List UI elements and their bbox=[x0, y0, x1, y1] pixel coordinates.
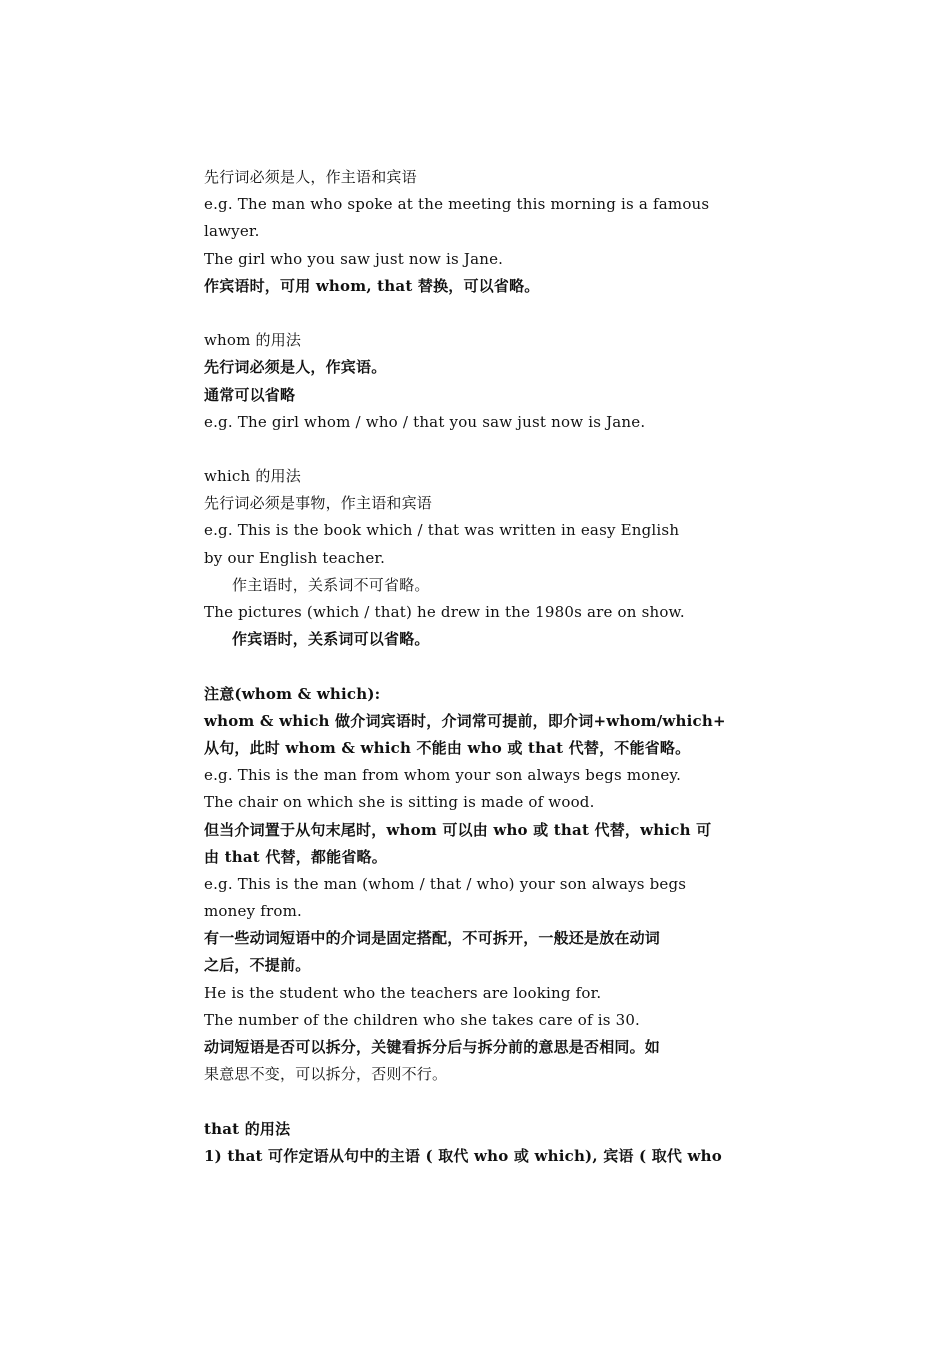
note-example-line-2: The chair on which she is sitting is made of wood. bbox=[204, 793, 595, 812]
whom-heading: whom 的用法 bbox=[204, 331, 302, 350]
note-example-line-3: e.g. This is the man (whom / that / who) your son always begs bbox=[204, 874, 687, 893]
note-split-rule: 动词短语是否可以拆分，关键看拆分后与拆分前的意思是否相同。如 bbox=[204, 1038, 661, 1056]
note-preposition-end-rule: 但当介词置于从句末尾时，whom 可以由 who 或 that 代替，which 可 bbox=[204, 820, 712, 839]
note-rule-line: whom & which 做介词宾语时，介词常可提前，即介词+whom/which+ bbox=[204, 711, 726, 730]
who-example-continuation: lawyer. bbox=[204, 222, 260, 241]
which-heading: which 的用法 bbox=[204, 467, 301, 486]
document-body bbox=[204, 164, 764, 1170]
note-heading: 注意(whom & which): bbox=[204, 684, 381, 703]
whom-example-line: e.g. The girl whom / who / that you saw just now is Jane. bbox=[204, 412, 646, 431]
who-rule-line: 先行词必须是人，作主语和宾语 bbox=[204, 168, 417, 186]
which-example-line: e.g. This is the book which / that was written in easy English bbox=[204, 521, 680, 540]
which-example-line-2: The pictures (which / that) he drew in the 1980s are on show. bbox=[204, 603, 685, 621]
note-split-continuation: 果意思不变，可以拆分，否则不行。 bbox=[204, 1065, 448, 1084]
spacer bbox=[204, 1088, 764, 1115]
note-example-line-5: The number of the children who she takes care of is 30. bbox=[204, 1010, 641, 1029]
whom-rule-line: 先行词必须是人，作宾语。 bbox=[204, 358, 387, 377]
who-object-note: 作宾语时，可用 whom, that 替换，可以省略。 bbox=[204, 276, 540, 295]
note-phrasal-verb-rule: 有一些动词短语中的介词是固定搭配，不可拆开，一般还是放在动词 bbox=[204, 929, 661, 948]
which-example-continuation: by our English teacher. bbox=[204, 548, 386, 567]
spacer bbox=[204, 436, 764, 463]
who-example-line-2: The girl who you saw just now is Jane. bbox=[204, 249, 504, 268]
that-rule-line: 1) that 可作定语从句中的主语 ( 取代 who 或 which), 宾语 ( 取代 who bbox=[204, 1146, 722, 1165]
note-example-line: e.g. This is the man from whom your son always begs money. bbox=[204, 766, 682, 785]
note-rule-continuation: 从句，此时 whom & which 不能由 who 或 that 代替，不能省略。 bbox=[204, 738, 691, 757]
which-subject-note: 作主语时，关系词不可省略。 bbox=[232, 575, 430, 594]
note-preposition-end-continuation: 由 that 代替，都能省略。 bbox=[204, 847, 387, 866]
that-heading: that 的用法 bbox=[204, 1119, 291, 1138]
who-example-line: e.g. The man who spoke at the meeting this morning is a famous bbox=[204, 195, 710, 214]
note-phrasal-verb-continuation: 之后，不提前。 bbox=[204, 956, 311, 975]
note-example-line-4: He is the student who the teachers are looking for. bbox=[204, 983, 602, 1002]
which-rule-line: 先行词必须是事物，作主语和宾语 bbox=[204, 494, 433, 513]
whom-omit-note: 通常可以省略 bbox=[204, 385, 296, 404]
spacer bbox=[204, 300, 764, 327]
note-example-continuation: money from. bbox=[204, 902, 302, 921]
spacer bbox=[204, 653, 764, 680]
which-object-note: 作宾语时，关系词可以省略。 bbox=[232, 630, 430, 649]
